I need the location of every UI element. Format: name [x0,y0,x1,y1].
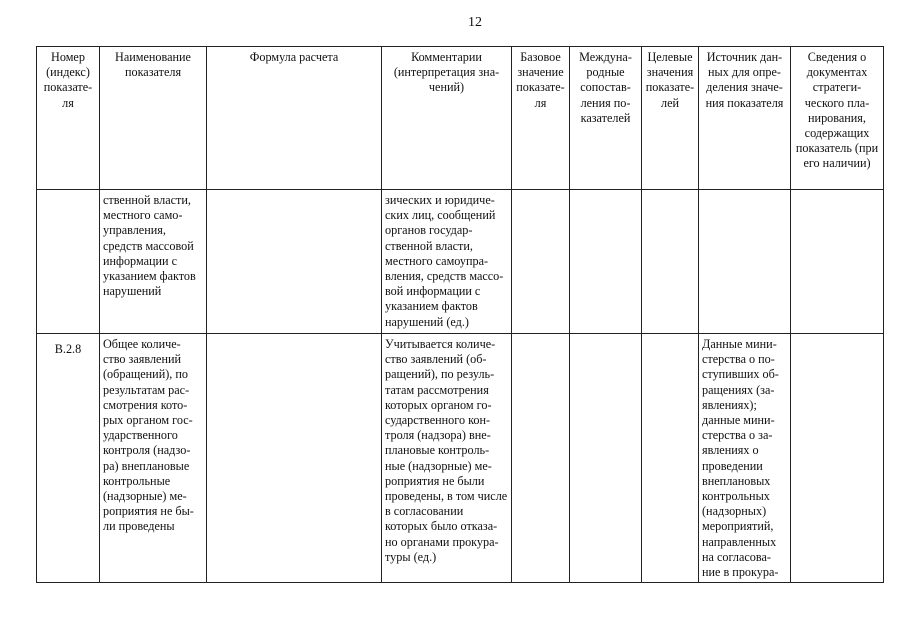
cell-target-values [642,190,699,334]
cell-international [570,190,642,334]
indicators-table [36,46,884,583]
cell-data-source: Данные мини- стерства о по- ступивших об- ращениях (за- явлениях); данные мини- стерства о за- явлениях о проведении внеплановых контрольных (надзорных) мероприятий, направленных на согласова- ние в прокура- [699,334,791,583]
header-comments: Комментарии (интерпретация зна- чений) [382,47,512,190]
header-name: Наименование показателя [100,47,207,190]
cell-strategic-docs [791,190,884,334]
cell-strategic-docs [791,334,884,583]
cell-international [570,334,642,583]
header-international: Междуна- родные сопостав- ления по- казателей [570,47,642,190]
cell-comments: Учитывается количе- ство заявлений (об- ращений), по резуль- татам рассмотрения которых органом го- сударственного кон- троля (надзора) вне- плановые контроль- ные (надзорные) ме- роприятия не были проведены, в том числе в согласовании которых было отказа- но органами прокура- туры (ед.) [382,334,512,583]
table-row [37,190,884,334]
cell-index [37,190,100,334]
header-formula: Формула расчета [207,47,382,190]
page-number: 12 [468,15,482,30]
header-strategic-docs: Сведения о документах стратеги- ческого пла- нирования, содержащих показатель (при его наличии) [791,47,884,190]
cell-formula [207,334,382,583]
cell-data-source [699,190,791,334]
header-base-value: Базовое значение показате- ля [512,47,570,190]
header-target-values: Целевые значения показате- лей [642,47,699,190]
cell-base-value [512,190,570,334]
cell-base-value [512,334,570,583]
cell-target-values [642,334,699,583]
table-row [37,334,884,583]
table-header-row [37,47,884,190]
header-data-source: Источник дан- ных для опре- деления значе- ния показателя [699,47,791,190]
cell-formula [207,190,382,334]
cell-name: ственной власти, местного само- управления, средств массовой информации с указанием фактов нарушений [100,190,207,334]
cell-index: В.2.8 [37,334,100,583]
cell-comments: зических и юридиче- ских лиц, сообщений органов государ- ственной власти, местного самоупра- вления, средств массо- вой информации с указанием фактов нарушений (ед.) [382,190,512,334]
cell-name: Общее количе- ство заявлений (обращений), по результатам рас- смотрения кото- рых органом гос- ударственного контроля (надзо- ра) внеплановые контрольные (надзорные) ме- роприятия не бы- ли проведены [100,334,207,583]
header-index: Номер (индекс) показате- ля [37,47,100,190]
